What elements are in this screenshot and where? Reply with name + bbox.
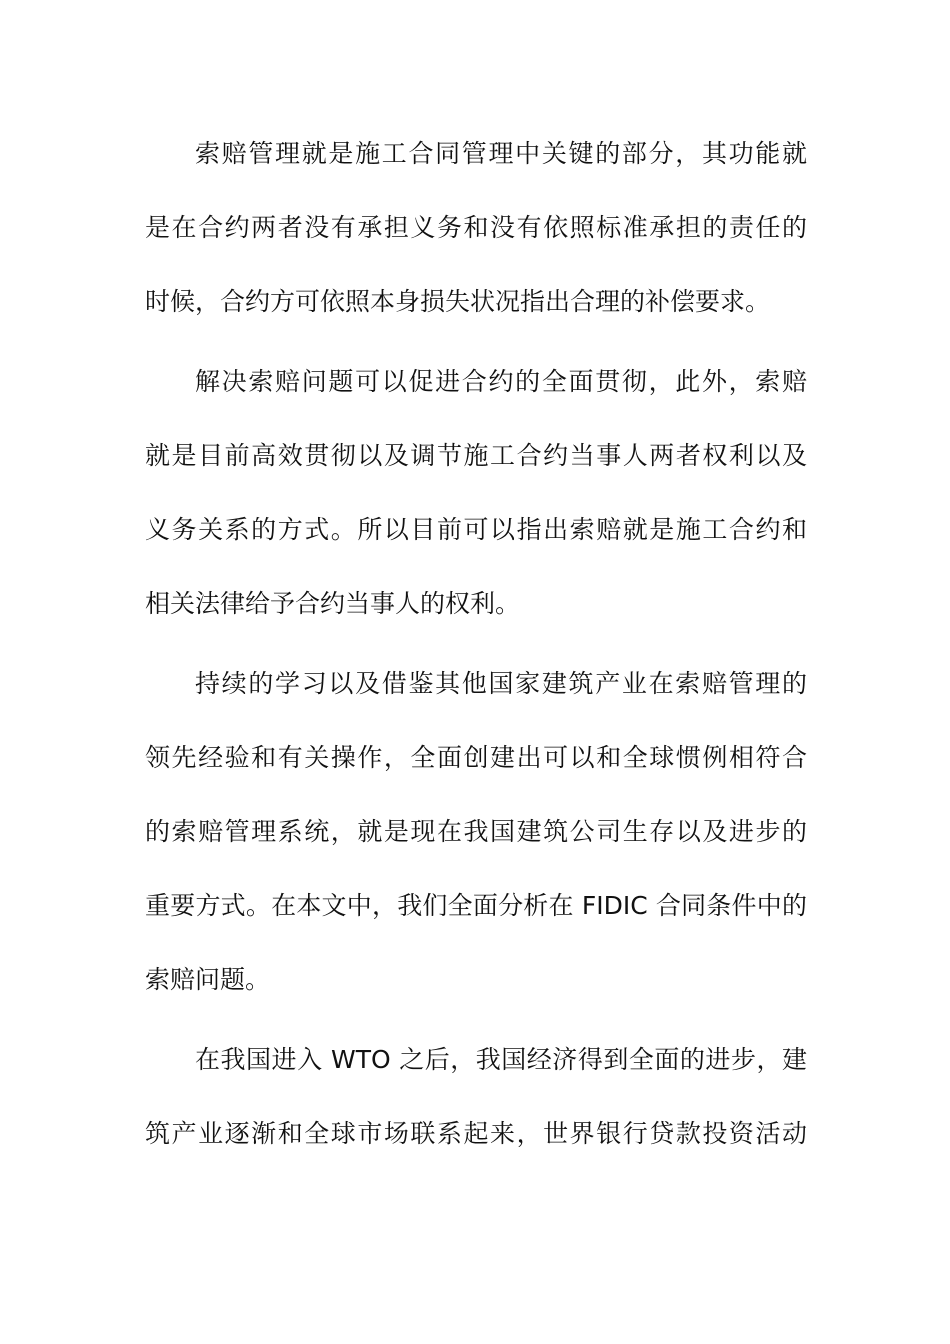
text-line: 就是目前高效贯彻以及调节施工合约当事人两者权利以及 xyxy=(145,441,807,470)
text-line: 时候，合约方可依照本身损失状况指出合理的补偿要求。 xyxy=(145,287,771,316)
text-line: 相关法律给予合约当事人的权利。 xyxy=(145,589,521,618)
text-line: 索赔问题。 xyxy=(145,965,271,994)
text-line: 解决索赔问题可以促进合约的全面贯彻，此外，索赔 xyxy=(195,367,807,396)
text-line: 持续的学习以及借鉴其他国家建筑产业在索赔管理的 xyxy=(195,669,807,698)
text-line: 的索赔管理系统，就是现在我国建筑公司生存以及进步的 xyxy=(145,817,807,846)
text-line: 在我国进入 WTO 之后，我国经济得到全面的进步，建 xyxy=(195,1045,807,1074)
text-line: 领先经验和有关操作，全面创建出可以和全球惯例相符合 xyxy=(145,743,807,772)
text-line: 是在合约两者没有承担义务和没有依照标准承担的责任的 xyxy=(145,213,807,242)
text-line: 筑产业逐渐和全球市场联系起来，世界银行贷款投资活动 xyxy=(145,1119,807,1148)
text-line: 重要方式。在本文中，我们全面分析在 FIDIC 合同条件中的 xyxy=(145,891,807,920)
text-line: 索赔管理就是施工合同管理中关键的部分，其功能就 xyxy=(195,139,807,168)
text-line: 义务关系的方式。所以目前可以指出索赔就是施工合约和 xyxy=(145,515,807,544)
